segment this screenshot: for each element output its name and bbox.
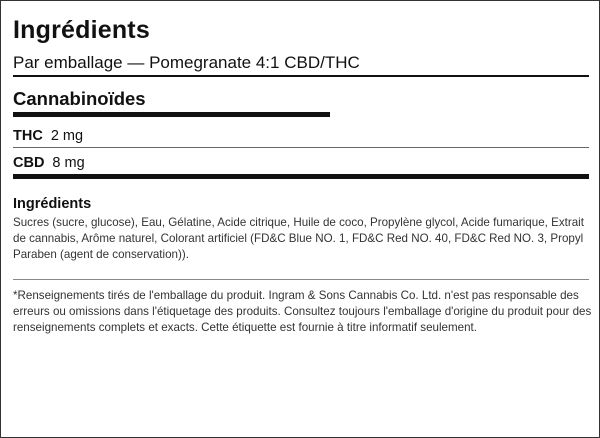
cannabinoid-name: THC xyxy=(13,128,43,144)
divider xyxy=(13,279,589,280)
cannabinoid-row-cbd xyxy=(13,153,85,173)
ingredients-heading: Ingrédients xyxy=(13,196,92,212)
label-subtitle: Par emballage — Pomegranate 4:1 CBD/THC xyxy=(13,53,360,72)
row-divider xyxy=(13,147,589,148)
ingredients-text: Sucres (sucre, glucose), Eau, Gélatine, Acide citrique, Huile de coco, Propylène glycol, Acide fumarique, Extrait de cannabis, Arôme naturel, Colorant artificiel (FD&C Blue NO. 1, FD&C Red NO. 40, FD&C Red NO. 3, Propyl Paraben (agent de conservation)). xyxy=(13,216,584,261)
divider xyxy=(13,75,589,77)
section-divider xyxy=(13,112,330,117)
cannabinoid-amount: 8 mg xyxy=(52,155,85,171)
cannabinoid-name: CBD xyxy=(13,155,45,171)
section-divider xyxy=(13,174,589,179)
label-title: Ingrédients xyxy=(13,16,150,44)
cannabinoid-row-thc xyxy=(13,126,83,146)
cannabinoid-amount: 2 mg xyxy=(50,128,84,144)
disclaimer-text: *Renseignements tirés de l'emballage du produit. Ingram & Sons Cannabis Co. Ltd. n'est pas responsable des erreurs ou omissions dans l'étiquetage des produits. Consultez toujours l'emballage d'origine du produit pour des renseignements complets et exacts. Cette étiquette est fournie à titre informatif seulement. xyxy=(13,289,592,334)
cannabinoids-heading: Cannabinoïdes xyxy=(13,88,146,109)
